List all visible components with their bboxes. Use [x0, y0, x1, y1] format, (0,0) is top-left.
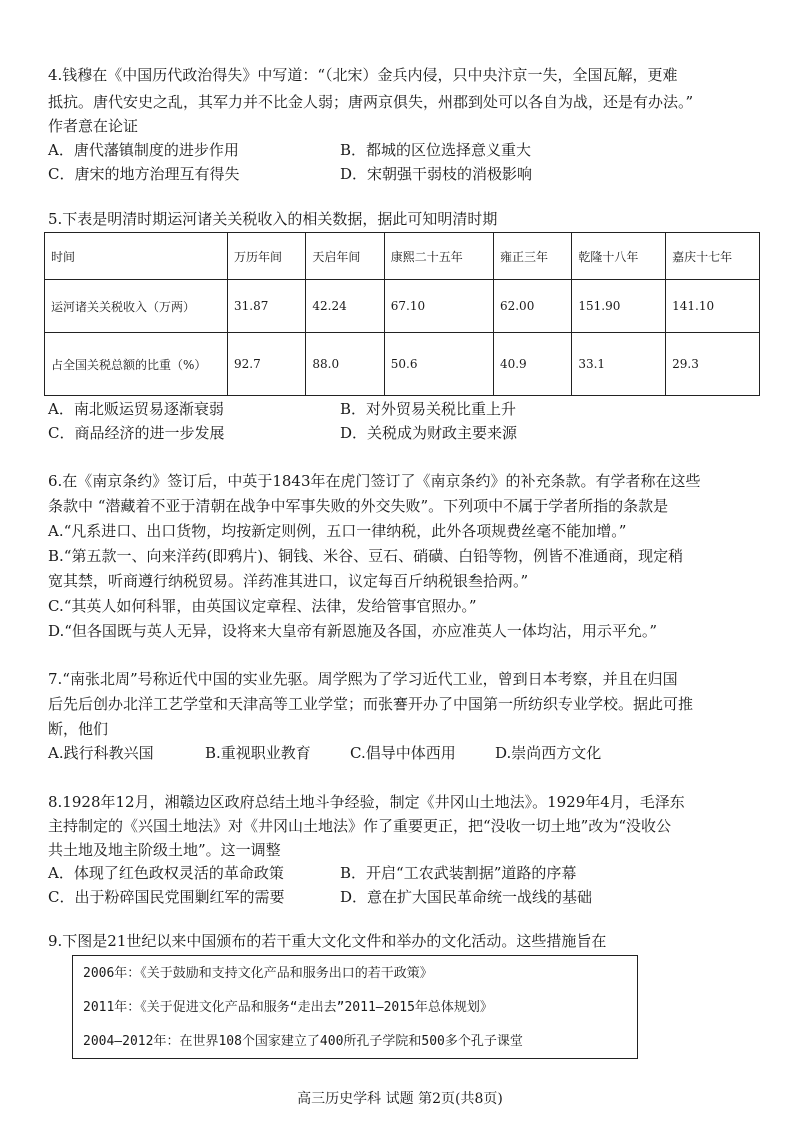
q7-option-c: C.倡导中体西用: [350, 744, 456, 762]
q5-option-d: D．关税成为财政主要来源: [340, 424, 518, 442]
q4-option-d: D．宋朝强干弱枝的消极影响: [340, 165, 533, 183]
q9-stem: 9.下图是21世纪以来中国颁布的若干重大文化文件和举办的文化活动。这些措施旨在: [48, 932, 607, 950]
q8-option-b: B．开启“工农武装割据”道路的序幕: [340, 864, 577, 882]
table-row: [45, 280, 760, 333]
q8-stem-line: 主持制定的《兴国土地法》对《井冈山土地法》作了重要更正，把“没收一切土地”改为“没收公: [48, 817, 672, 835]
q4-option-b: B．都城的区位选择意义重大: [340, 141, 532, 159]
q6-option-d: D.“但各国既与英人无异，设将来大皇帝有新恩施及各国，亦应准英人一体均沾，用示平允。”: [48, 622, 658, 640]
table-header-cell: 天启年间: [306, 233, 384, 280]
q6-stem-line: 条款中 “潜藏着不亚于清朝在战争中军事失败的外交失败”。下列项中不属于学者所指的条款是: [48, 497, 669, 515]
q6-stem-line: 6.在《南京条约》签订后，中英于1843年在虎门签订了《南京条约》的补充条款。有学者称在这些: [48, 472, 701, 490]
table-cell: 62.00: [493, 280, 571, 333]
policy-item: 2006年：《关于鼓励和支持文化产品和服务出口的若干政策》: [83, 966, 433, 981]
tariff-table: [44, 232, 760, 396]
table-cell: 88.0: [306, 333, 384, 396]
q6-option-b-cont: 宽其禁，听商遵行纳税贸易。洋药准其进口，议定每百斤纳税银叁拾两。”: [48, 572, 529, 590]
q7-option-b: B.重视职业教育: [205, 744, 311, 762]
q4-stem-line: 4.钱穆在《中国历代政治得失》中写道：“（北宋）金兵内侵，只中央汴京一失，全国瓦解，更难: [48, 66, 678, 84]
q7-stem-line: 后先后创办北洋工艺学堂和天津高等工业学堂；而张謇开办了中国第一所纺织专业学校。据此可推: [48, 695, 694, 713]
table-cell: 50.6: [384, 333, 493, 396]
q4-option-c: C．唐宋的地方治理互有得失: [48, 165, 240, 183]
q4-stem-line: 作者意在论证: [48, 117, 139, 135]
policy-item: 2011年：《关于促进文化产品和服务“走出去”2011—2015年总体规划》: [83, 1000, 493, 1015]
table-cell: 占全国关税总额的比重（%）: [45, 333, 228, 396]
table-cell: 31.87: [228, 280, 306, 333]
table-cell: 40.9: [493, 333, 571, 396]
policy-box: [72, 955, 638, 1059]
table-cell: 运河诸关关税收入（万两）: [45, 280, 228, 333]
table-cell: 141.10: [666, 280, 760, 333]
q5-option-a: A．南北贩运贸易逐渐衰弱: [48, 400, 224, 418]
q6-option-c: C.“其英人如何科罪，由英国议定章程、法律，发给管事官照办。”: [48, 597, 477, 615]
table-cell: 92.7: [228, 333, 306, 396]
policy-item: 2004—2012年：在世界108个国家建立了400所孔子学院和500多个孔子课堂: [83, 1034, 523, 1049]
q7-option-d: D.崇尚西方文化: [495, 744, 602, 762]
q7-stem-line: 7.“南张北周”号称近代中国的实业先驱。周学熙为了学习近代工业，曾到日本考察，并且在归国: [48, 670, 678, 688]
q5-stem: 5.下表是明清时期运河诸关关税收入的相关数据，据此可知明清时期: [48, 210, 498, 228]
table-cell: 29.3: [666, 333, 760, 396]
table-cell: 42.24: [306, 280, 384, 333]
q7-stem-line: 断，他们: [48, 720, 109, 738]
table-header-row: [45, 233, 760, 280]
q6-option-b: B.“第五款一、向来洋药(即鸦片)、铜钱、米谷、豆石、硝磺、白铅等物，例皆不准通商，现定稍: [48, 547, 684, 565]
table-header-cell: 乾隆十八年: [572, 233, 666, 280]
table-header-cell: 雍正三年: [493, 233, 571, 280]
table-header-cell: 时间: [45, 233, 228, 280]
q8-option-a: A．体现了红色政权灵活的革命政策: [48, 864, 284, 882]
q5-option-b: B．对外贸易关税比重上升: [340, 400, 517, 418]
q4-stem-line: 抵抗。唐代安史之乱，其军力并不比金人弱；唐两京俱失，州郡到处可以各自为战，还是有办法。”: [48, 93, 694, 111]
table-cell: 67.10: [384, 280, 493, 333]
q7-option-a: A.践行科教兴国: [48, 744, 154, 762]
q8-option-c: C．出于粉碎国民党围剿红军的需要: [48, 888, 285, 906]
q4-option-a: A．唐代藩镇制度的进步作用: [48, 141, 239, 159]
q8-stem-line: 共土地及地主阶级土地”。这一调整: [48, 841, 281, 859]
q5-option-c: C．商品经济的进一步发展: [48, 424, 225, 442]
page-footer: 高三历史学科 试题 第2页(共8页): [297, 1091, 503, 1107]
table-header-cell: 嘉庆十七年: [666, 233, 760, 280]
table-cell: 151.90: [572, 280, 666, 333]
table-header-cell: 万历年间: [228, 233, 306, 280]
table-header-cell: 康熙二十五年: [384, 233, 493, 280]
q6-option-a: A.“凡系进口、出口货物，均按新定则例，五口一律纳税，此外各项规费丝毫不能加增。”: [48, 522, 627, 540]
table-cell: 33.1: [572, 333, 666, 396]
q8-stem-line: 8.1928年12月，湘赣边区政府总结土地斗争经验，制定《井冈山土地法》。1929年4月，毛泽东: [48, 793, 685, 811]
table-row: [45, 333, 760, 396]
q8-option-d: D．意在扩大国民革命统一战线的基础: [340, 888, 593, 906]
